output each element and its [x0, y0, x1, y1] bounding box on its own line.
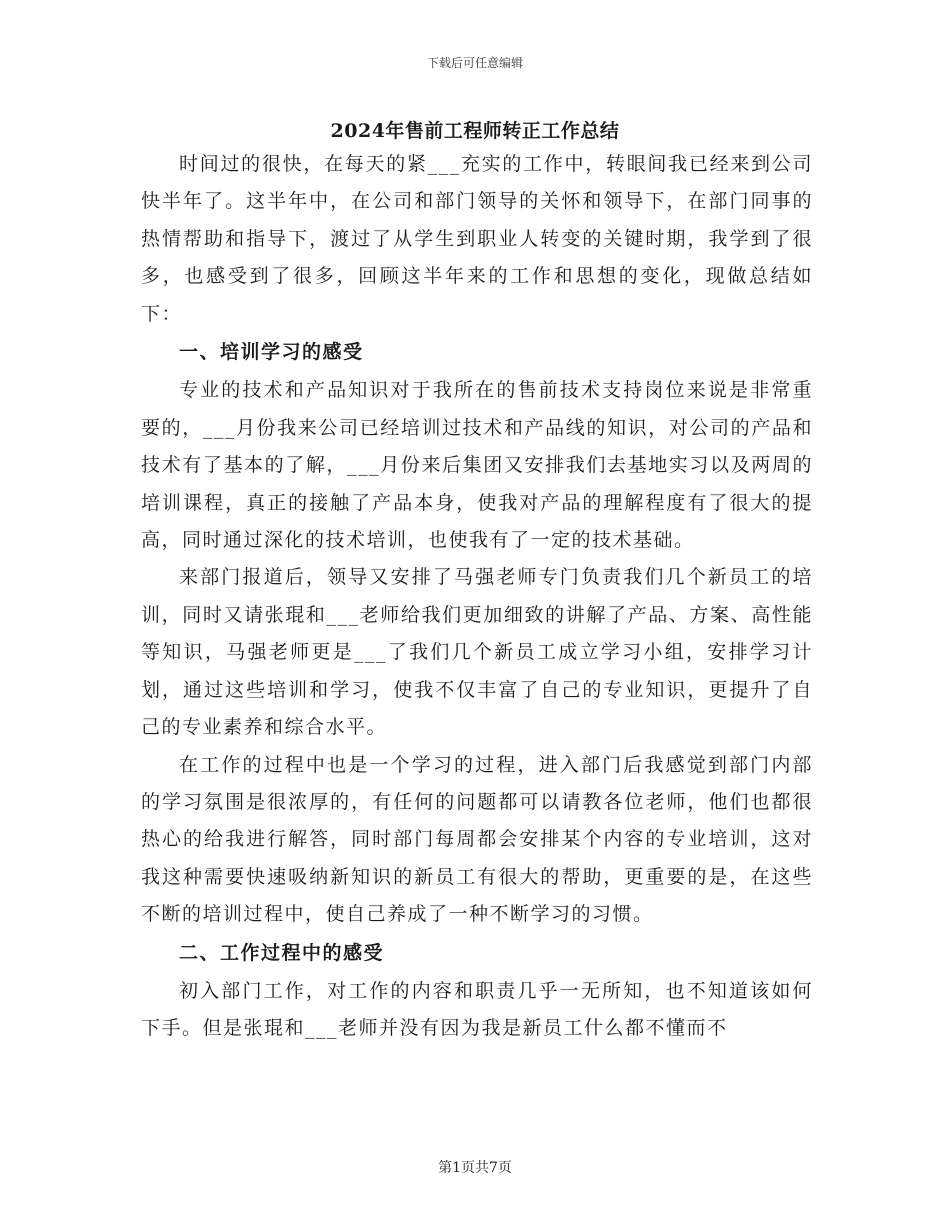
page-footer: 第1页共7页	[438, 1160, 512, 1176]
section-heading-training: 一、培训学习的感受	[179, 341, 364, 364]
paragraph-training-2: 来部门报道后，领导又安排了马强老师专门负责我们几个新员工的培训，同时又请张琨和___老师给我们更加细致的讲解了产品、方案、高性能等知识，马强老师更是___了我们几个新员工成立学习小组，安排学习计划，通过这些培训和学习，使我不仅丰富了自己的专业知识，更提升了自己的专业素养和综合水平。	[141, 566, 813, 739]
document-title: 2024年售前工程师转正工作总结	[330, 120, 620, 142]
header-note: 下载后可任意编辑	[426, 56, 523, 70]
section-heading-work: 二、工作过程中的感受	[179, 941, 385, 964]
document-body	[141, 146, 813, 1048]
paragraph-training-3: 在工作的过程中也是一个学习的过程，进入部门后我感觉到部门内部的学习氛围是很浓厚的，有任何的问题都可以请教各位老师，他们也都很热心的给我进行解答，同时部门每周都会安排某个内容的专业培训，这对我这种需要快速吸纳新知识的新员工有很大的帮助，更重要的是，在这些不断的培训过程中，使自己养成了一种不断学习的习惯。	[141, 753, 813, 926]
paragraph-training-1: 专业的技术和产品知识对于我所在的售前技术支持岗位来说是非常重要的，___月份我来公司已经培训过技术和产品线的知识，对公司的产品和技术有了基本的了解，___月份来后集团又安排我们去基地实习以及两周的培训课程，真正的接触了产品本身，使我对产品的理解程度有了很大的提高，同时通过深化的技术培训，也使我有了一定的技术基础。	[141, 379, 813, 552]
paragraph-work-1: 初入部门工作，对工作的内容和职责几乎一无所知，也不知道该如何下手。但是张琨和___老师并没有因为我是新员工什么都不懂而不	[141, 979, 813, 1040]
paragraph-intro: 时间过的很快，在每天的紧___充实的工作中，转眼间我已经来到公司快半年了。这半年中，在公司和部门领导的关怀和领导下，在部门同事的热情帮助和指导下，渡过了从学生到职业人转变的关键时期，我学到了很多，也感受到了很多，回顾这半年来的工作和思想的变化，现做总结如下：	[141, 153, 813, 325]
